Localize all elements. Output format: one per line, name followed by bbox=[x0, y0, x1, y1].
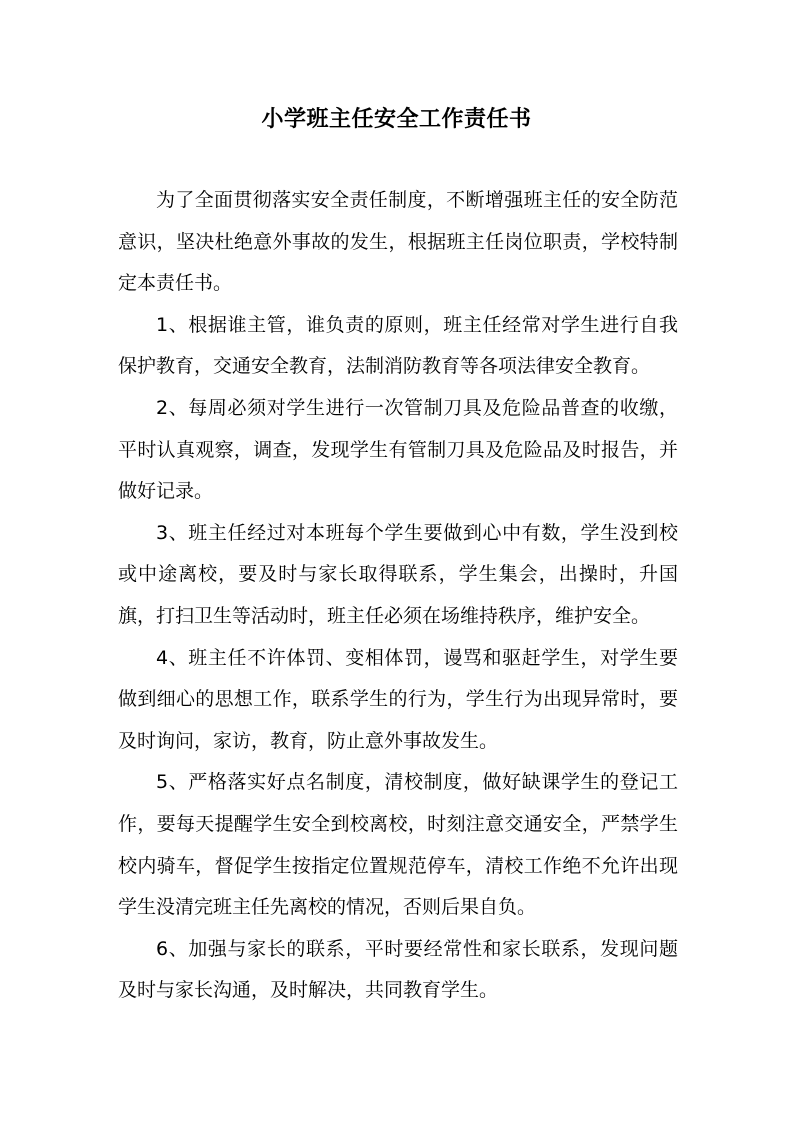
paragraph-item-2: 2、每周必须对学生进行一次管制刀具及危险品普查的收缴，平时认真观察，调查，发现学生有管制刀具及危险品及时报告，并做好记录。 bbox=[118, 396, 678, 503]
document-body bbox=[118, 180, 678, 1012]
paragraph-item-5: 5、严格落实好点名制度，清校制度，做好缺课学生的登记工作，要每天提醒学生安全到校离校，时刻注意交通安全，严禁学生校内骑车，督促学生按指定位置规范停车，清校工作绝不允许出现学生没清完班主任先离校的情况，否则后果自负。 bbox=[118, 771, 678, 919]
document-title: 小学班主任安全工作责任书 bbox=[261, 107, 532, 132]
paragraph-item-4: 4、班主任不许体罚、变相体罚，谩骂和驱赶学生，对学生要做到细心的思想工作，联系学生的行为，学生行为出现异常时，要及时询问，家访，教育，防止意外事故发生。 bbox=[118, 646, 678, 752]
paragraph-item-1: 1、根据谁主管，谁负责的原则，班主任经常对学生进行自我保护教育，交通安全教育，法制消防教育等各项法律安全教育。 bbox=[118, 313, 678, 378]
paragraph-item-3: 3、班主任经过对本班每个学生要做到心中有数，学生没到校或中途离校，要及时与家长取得联系，学生集会，出操时，升国旗，打扫卫生等活动时，班主任必须在场维持秩序，维护安全。 bbox=[118, 521, 678, 627]
paragraph-intro: 为了全面贯彻落实安全责任制度，不断增强班主任的安全防范意识，坚决杜绝意外事故的发生，根据班主任岗位职责，学校特制定本责任书。 bbox=[118, 189, 678, 295]
paragraph-item-6: 6、加强与家长的联系，平时要经常性和家长联系，发现问题及时与家长沟通，及时解决，共同教育学生。 bbox=[118, 937, 678, 1002]
